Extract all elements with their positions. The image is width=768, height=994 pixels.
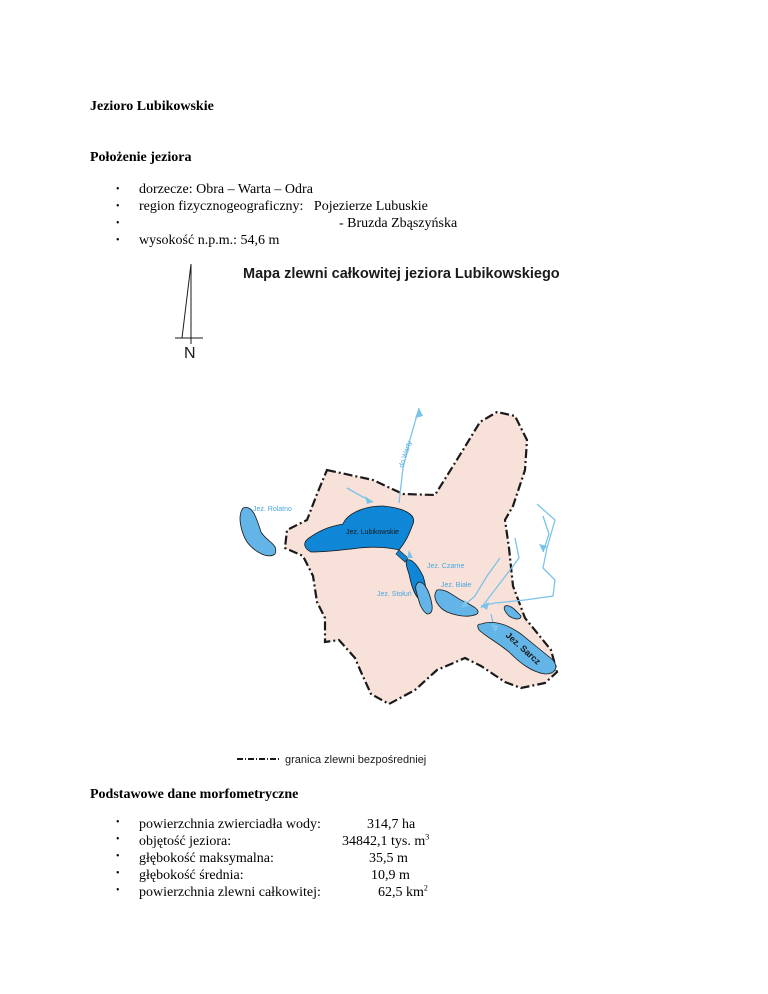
north-arrow xyxy=(175,264,203,362)
label-czarne: Jez. Czarne xyxy=(427,563,465,570)
morphometry-heading: Podstawowe dane morfometryczne xyxy=(90,787,299,802)
list-item: • wysokość n.p.m.: 54,6 m xyxy=(116,233,280,248)
label-biale: Jez. Białe xyxy=(441,582,472,589)
list-item: • region fizycznogeograficzny: Pojezierze Lubuskie xyxy=(116,199,428,214)
arrow-icon xyxy=(415,408,423,418)
legend-label: granica zlewni bezpośredniej xyxy=(285,754,427,766)
label-warta: do Warty xyxy=(398,440,414,469)
list-item: • dorzecze: Obra – Warta – Odra xyxy=(116,182,313,197)
label-sarcz: Jez. Sarcz xyxy=(503,630,543,667)
map-title: Mapa zlewni całkowitej jeziora Lubikowskiego xyxy=(243,266,560,282)
page-title: Jezioro Lubikowskie xyxy=(90,99,214,114)
location-list xyxy=(116,181,458,249)
catchment-area xyxy=(285,412,557,704)
map-legend xyxy=(237,754,426,766)
label-stolun: Jez. Stołuń xyxy=(377,591,412,598)
lake-rolatno xyxy=(240,507,276,555)
list-item: • - Bruzda Zbąszyńska xyxy=(116,216,458,231)
north-arrow-icon xyxy=(182,264,191,338)
north-label: N xyxy=(184,345,196,362)
morphometry-list: • powierzchnia zwierciadła wody: 314,7 ha • objętość jeziora: 34842,1 tys. $m^3$ • głębokość maksymalna: 35,5 m • głębokość średnia: 10,9 m • powierzchnia zlewni całkowitej: 62,5 $km^2$ xyxy=(116,817,430,900)
label-lubikowskie: Jez. Lubikowskie xyxy=(346,529,399,536)
label-rolatno: Jez. Rolatno xyxy=(253,506,292,513)
location-heading: Położenie jeziora xyxy=(90,150,192,165)
catchment-map xyxy=(175,258,595,778)
